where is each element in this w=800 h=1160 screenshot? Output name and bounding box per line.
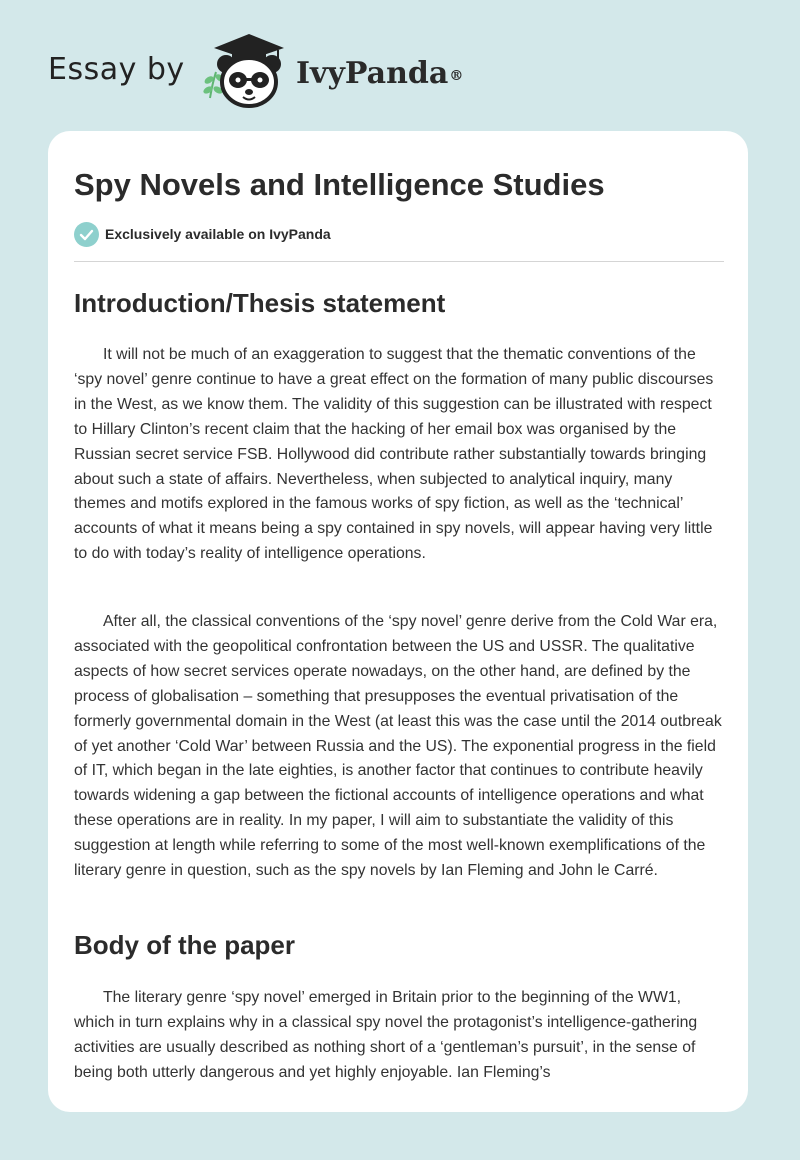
panda-logo-icon[interactable] — [200, 28, 292, 110]
exclusive-badge — [74, 221, 331, 247]
divider — [74, 261, 724, 262]
paragraph-body-1: The literary genre ‘spy novel’ emerged in Britain prior to the beginning of the WW1, which in turn explains why in a classical spy novel the protagonist’s intelligence-gathering activities are usually described as nothing short of a ‘gentleman’s pursuit’, in the sense of being both utterly dangerous and yet highly enjoyable. Ian Fleming’s — [74, 989, 698, 1081]
exclusive-label: Exclusively available on IvyPanda — [105, 226, 331, 242]
article-card — [48, 131, 748, 1112]
brand-name-text: IvyPanda — [296, 56, 449, 91]
article-title: Spy Novels and Intelligence Studies — [74, 167, 605, 202]
section-heading-introduction: Introduction/Thesis statement — [74, 288, 446, 318]
paragraph-introduction-2: After all, the classical conventions of the ‘spy novel’ genre derive from the Cold War era, associated with the geopolitical confrontation between the US and USSR. The qualitative aspects of how secret services operate nowadays, on the other hand, are defined by the process of globalisation – something that presupposes the eventual privatisation of the formerly governmental domain in the West (at least this was the case until the 2014 outbreak of yet another ‘Cold War’ between Russia and the US). The exponential progress in the field of IT, which began in the late eighties, is another factor that continues to contribute heavily towards widening a gap between the fictional accounts of intelligence operations and what these operations are in reality. In my paper, I will aim to substantiate the validity of this suggestion at length while referring to some of the most well-known exemplifications of the literary genre in question, such as the spy novels by Ian Fleming and John le Carré. — [74, 613, 722, 880]
essay-by-label: Essay by — [48, 52, 185, 87]
section-heading-body: Body of the paper — [74, 930, 296, 960]
check-icon — [74, 222, 99, 247]
registered-mark: ® — [449, 68, 464, 84]
brand-name[interactable] — [296, 54, 463, 94]
paragraph-introduction-1: It will not be much of an exaggeration to suggest that the thematic conventions of the ‘spy novel’ genre continue to have a great effect on the formation of many public discourses in the West, as we know them. The validity of this suggestion can be illustrated with respect to Hillary Clinton’s recent claim that the hacking of her email box was organised by the Russian secret service FSB. Hollywood did contribute rather substantially towards bringing about such a state of affairs. Nevertheless, when subjected to analytical inquiry, many themes and motifs explored in the famous works of spy fiction, as well as the ‘technical’ accounts of what it means being a spy contained in spy novels, will appear having very little to do with today’s reality of intelligence operations. — [74, 346, 714, 563]
site-header — [0, 0, 800, 130]
